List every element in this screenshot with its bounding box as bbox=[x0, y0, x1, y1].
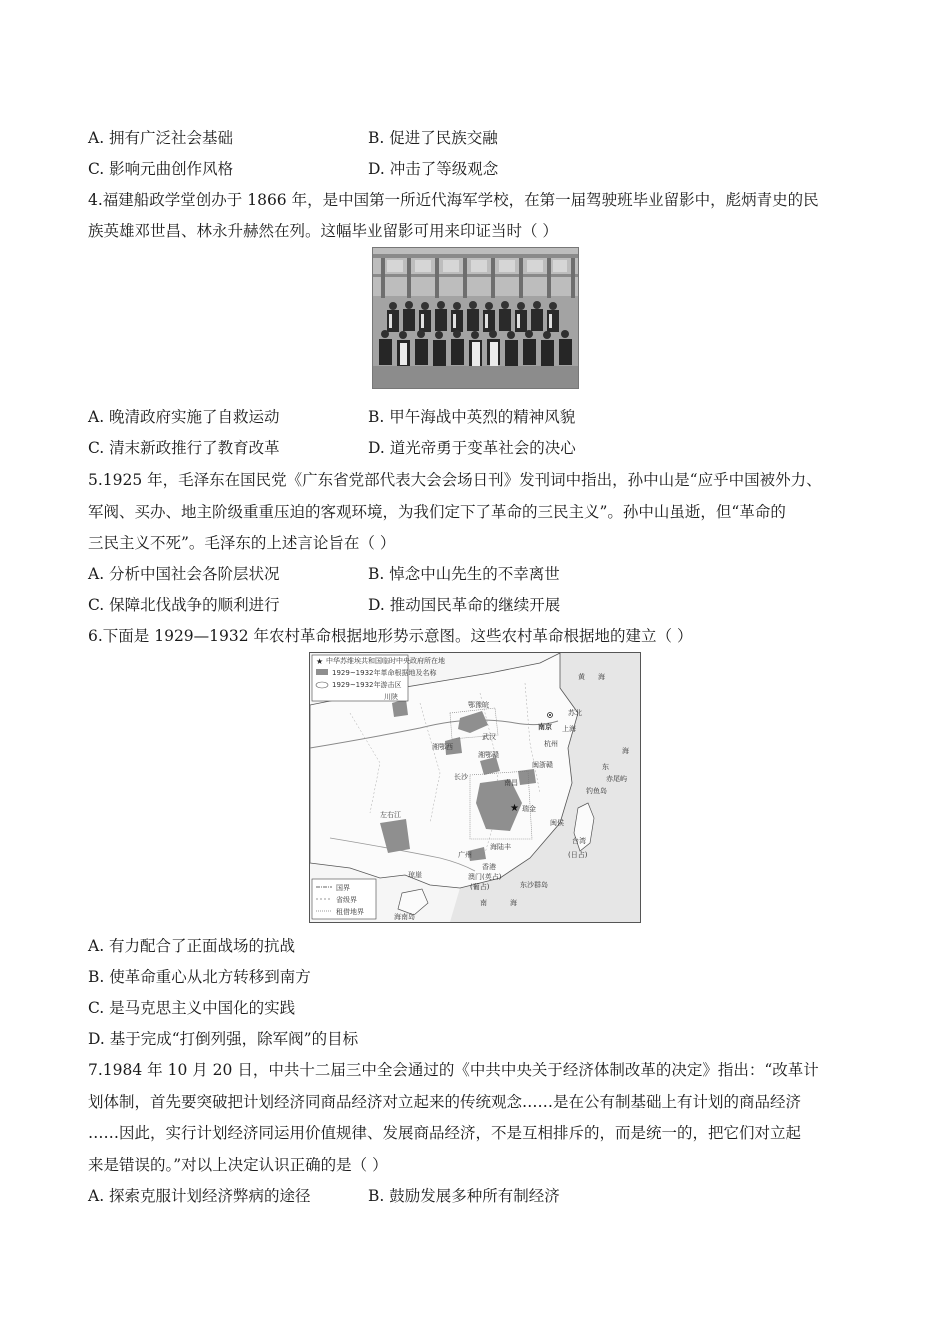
q3-option-a: A. 拥有广泛社会基础 bbox=[88, 129, 234, 147]
map-nanjing: 南京 bbox=[538, 723, 552, 731]
q4-option-c: C. 清末新政推行了教育改革 bbox=[88, 439, 280, 457]
map-japan-occupied: (日占) bbox=[568, 851, 588, 859]
map-east-sea-2: 海 bbox=[622, 747, 629, 755]
map-legend-provincial-border: 省级界 bbox=[336, 896, 357, 904]
map-qiongya: 琼崖 bbox=[408, 871, 422, 879]
map-hailufeng: 海陆丰 bbox=[490, 843, 511, 851]
map-xiangexi: 湘鄂西 bbox=[432, 743, 453, 751]
q5-option-a: A. 分析中国社会各阶层状况 bbox=[88, 565, 280, 583]
revolutionary-base-map bbox=[309, 652, 641, 923]
graduation-photo bbox=[372, 247, 579, 389]
q3-option-b: B. 促进了民族交融 bbox=[368, 129, 498, 147]
map-minzhegan: 闽浙赣 bbox=[532, 761, 553, 769]
map-shanghai: 上海 bbox=[562, 725, 576, 733]
map-south-sea-2: 海 bbox=[510, 899, 517, 907]
q5-option-d: D. 推动国民革命的继续开展 bbox=[368, 596, 561, 614]
map-dongsha: 东沙群岛 bbox=[520, 881, 548, 889]
map-yellow-sea-2: 海 bbox=[598, 673, 605, 681]
q6-option-c: C. 是马克思主义中国化的实践 bbox=[88, 999, 296, 1017]
map-chuanshan: 川陕 bbox=[384, 693, 398, 701]
svg-text:★: ★ bbox=[316, 657, 324, 666]
map-legend-national-border: 国界 bbox=[336, 884, 350, 892]
map-guangzhou: 广州 bbox=[458, 851, 472, 859]
q3-option-c: C. 影响元曲创作风格 bbox=[88, 160, 234, 178]
map-legend-leased-border: 租借地界 bbox=[336, 908, 364, 916]
q6-option-d: D. 基于完成“打倒列强，除军阀”的目标 bbox=[88, 1030, 359, 1048]
map-nanchang: 南昌 bbox=[504, 779, 518, 787]
svg-text:★: ★ bbox=[510, 803, 519, 814]
map-hangzhou: 杭州 bbox=[544, 740, 558, 748]
map-youjiang: 左右江 bbox=[380, 811, 401, 819]
q7-stem-line-2: 划体制，首先要突破把计划经济同商品经济对立起来的传统观念……是在公有制基础上有计划的商品经济 bbox=[88, 1093, 802, 1111]
map-legend-base: 1929~1932年革命根据地及名称 bbox=[332, 669, 437, 677]
map-minhou: 闽侯 bbox=[550, 819, 564, 827]
q4-option-b: B. 甲午海战中英烈的精神风貌 bbox=[368, 408, 576, 426]
map-diaoyu: 钓鱼岛 bbox=[586, 787, 607, 795]
map-taiwan: 台湾 bbox=[572, 837, 586, 845]
map-ruijin: 瑞金 bbox=[522, 805, 536, 813]
q5-stem-line-3: 三民主义不死”。毛泽东的上述言论旨在（ ） bbox=[88, 534, 396, 552]
map-wuhan: 武汉 bbox=[482, 733, 496, 741]
q6-option-a: A. 有力配合了正面战场的抗战 bbox=[88, 937, 296, 955]
map-xiangegan: 湘鄂赣 bbox=[478, 751, 499, 759]
map-legend-capital: 中华苏维埃共和国临时中央政府所在地 bbox=[326, 657, 445, 665]
q4-option-d: D. 道光帝勇于变革社会的决心 bbox=[368, 439, 576, 457]
q7-stem-line-3: ……因此，实行计划经济同运用价值规律、发展商品经济，不是互相排斥的，而是统一的，把它们对立起 bbox=[88, 1124, 802, 1142]
map-hongkong: 香港 bbox=[482, 863, 496, 871]
q7-stem-line-4: 来是错误的。”对以上决定认识正确的是（ ） bbox=[88, 1156, 388, 1174]
q4-stem-line-2: 族英雄邓世昌、林永升赫然在列。这幅毕业留影可用来印证当时（ ） bbox=[88, 222, 558, 240]
q4-stem-line-1: 4.福建船政学堂创办于 1866 年，是中国第一所近代海军学校，在第一届驾驶班毕业留影中，彪炳青史的民 bbox=[88, 191, 819, 209]
map-hainan: 海南岛 bbox=[394, 913, 415, 921]
q7-option-a: A. 探索克服计划经济弊病的途径 bbox=[88, 1187, 311, 1205]
q5-option-c: C. 保障北伐战争的顺利进行 bbox=[88, 596, 280, 614]
map-macao: 澳门(英占) bbox=[468, 873, 502, 881]
q7-option-b: B. 鼓励发展多种所有制经济 bbox=[368, 1187, 560, 1205]
q5-stem-line-1: 5.1925 年，毛泽东在国民党《广东省党部代表大会会场日刊》发刊词中指出，孙中山是“应乎中国被外力、 bbox=[88, 471, 822, 489]
q6-stem: 6.下面是 1929—1932 年农村革命根据地形势示意图。这些农村革命根据地的建立（ ） bbox=[88, 627, 693, 645]
map-legend-guerrilla: 1929~1932年游击区 bbox=[332, 681, 402, 689]
map-south-sea: 南 bbox=[480, 899, 487, 907]
q4-option-a: A. 晚清政府实施了自救运动 bbox=[88, 408, 280, 426]
map-east-sea: 东 bbox=[602, 763, 609, 771]
map-yellow-sea: 黄 bbox=[578, 673, 585, 681]
q5-option-b: B. 悼念中山先生的不幸离世 bbox=[368, 565, 560, 583]
map-eyuwan: 鄂豫皖 bbox=[468, 701, 489, 709]
map-subei: 苏北 bbox=[568, 709, 582, 717]
q3-option-d: D. 冲击了等级观念 bbox=[368, 160, 499, 178]
map-chiwei: 赤尾屿 bbox=[606, 775, 627, 783]
q5-stem-line-2: 军阀、买办、地主阶级重重压迫的客观环境，为我们定下了革命的三民主义”。孙中山虽逝，但“革命的 bbox=[88, 503, 786, 521]
map-portugal-occupied: (葡占) bbox=[470, 883, 490, 891]
q6-option-b: B. 使革命重心从北方转移到南方 bbox=[88, 968, 311, 986]
map-changsha: 长沙 bbox=[454, 773, 468, 781]
q7-stem-line-1: 7.1984 年 10 月 20 日，中共十二届三中全会通过的《中共中央关于经济体制改革的决定》指出：“改革计 bbox=[88, 1061, 819, 1079]
